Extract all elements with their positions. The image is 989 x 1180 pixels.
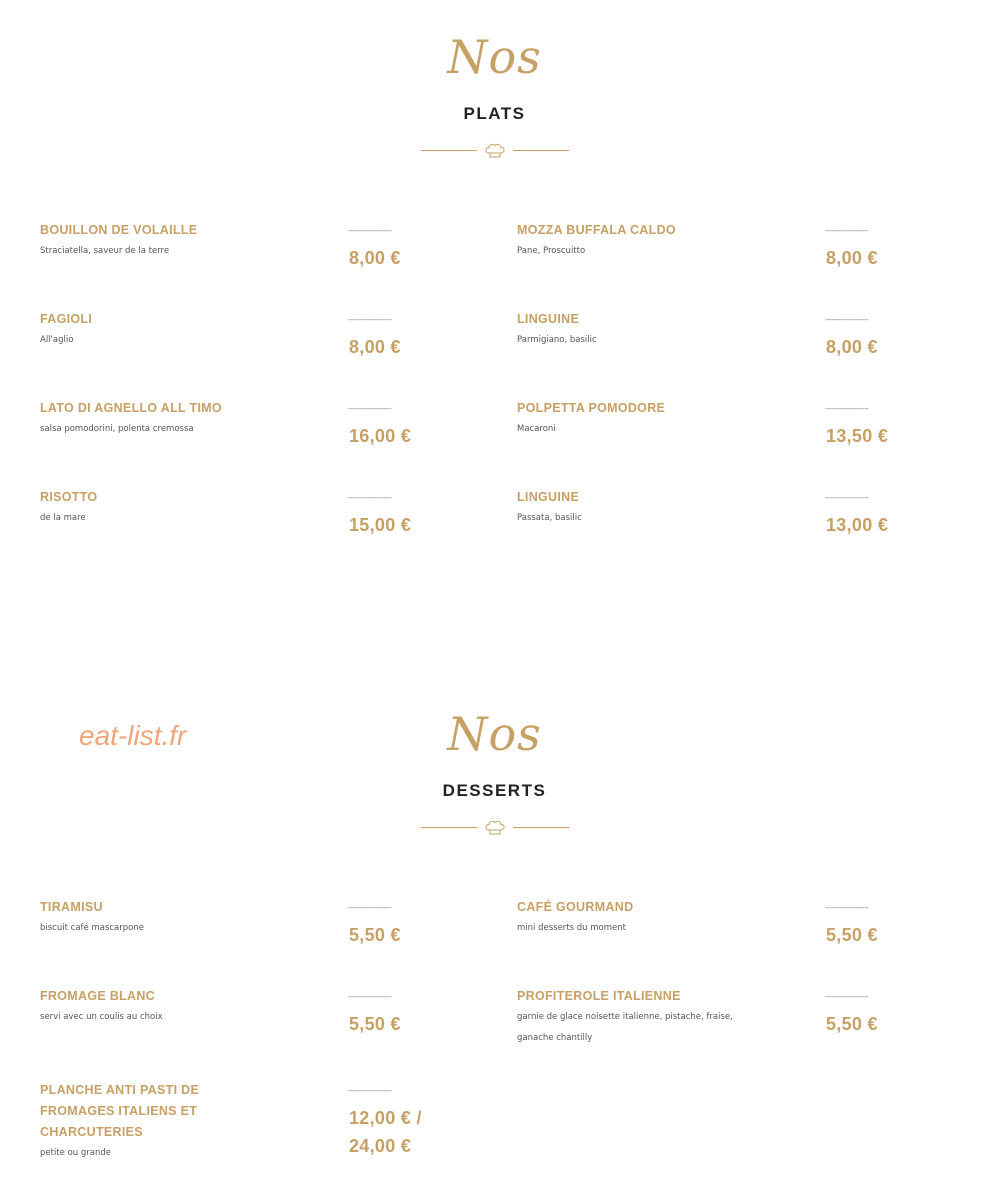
item-name-line: FROMAGES ITALIENS ET <box>40 1104 198 1118</box>
item-name: LINGUINE <box>517 312 580 326</box>
item-dots: -------------------- <box>825 992 869 1001</box>
item-price: 5,50 € <box>349 925 401 945</box>
item-price: 5,50 € <box>826 1014 878 1034</box>
item-dots: -------------------- <box>825 315 869 324</box>
menu-item <box>40 897 460 957</box>
item-price: 13,50 € <box>826 426 889 446</box>
item-name: RISOTTO <box>40 490 98 504</box>
menu-item <box>40 487 460 547</box>
menu-item <box>40 398 460 458</box>
item-description: All'aglio <box>40 335 74 345</box>
item-name: MOZZA BUFFALA CALDO <box>517 223 676 237</box>
menu-item <box>517 897 937 957</box>
item-description: Parmigiano, basilic <box>517 335 597 345</box>
desserts-divider <box>421 820 569 836</box>
item-dots: -------------------- <box>348 992 392 1001</box>
desserts-section-title: DESSERTS <box>442 781 547 800</box>
item-name: TIRAMISU <box>40 900 103 914</box>
item-price: 5,50 € <box>826 925 878 945</box>
item-price: 5,50 € <box>349 1014 401 1034</box>
item-description: petite ou grande <box>40 1148 111 1158</box>
item-description: Macaroni <box>517 424 556 434</box>
item-description: servi avec un coulis au choix <box>40 1012 163 1022</box>
item-dots: -------------------- <box>348 903 392 912</box>
item-dots: -------------------- <box>825 404 869 413</box>
item-dots: -------------------- <box>825 493 869 502</box>
item-dots: -------------------- <box>348 1086 392 1095</box>
item-dots: -------------------- <box>825 903 869 912</box>
item-price: 8,00 € <box>826 337 878 357</box>
item-price: 16,00 € <box>349 426 412 446</box>
item-description: Pane, Proscuitto <box>517 246 586 256</box>
item-description: Straciatella, saveur de la terre <box>40 246 170 256</box>
menu-item <box>517 309 937 369</box>
item-name: CAFÉ GOURMAND <box>517 900 634 914</box>
item-name-line: PLANCHE ANTI PASTI DE <box>40 1083 200 1097</box>
item-name: LINGUINE <box>517 490 580 504</box>
item-description-line: ganache chantilly <box>517 1033 593 1043</box>
item-description: biscuit café mascarpone <box>40 923 144 933</box>
item-description: salsa pomodorini, polenta cremossa <box>40 424 194 434</box>
chef-hat-icon <box>484 143 506 159</box>
plats-script-title: Nos <box>447 30 542 84</box>
item-dots: -------------------- <box>348 315 392 324</box>
item-description-line: garnie de glace noisette italienne, pistache, fraise, <box>517 1012 733 1022</box>
item-dots: -------------------- <box>348 226 392 235</box>
item-name: POLPETTA POMODORE <box>517 401 666 415</box>
plats-divider <box>421 143 569 159</box>
item-price: 8,00 € <box>826 248 878 268</box>
menu-item <box>517 487 937 547</box>
item-name: FROMAGE BLANC <box>40 989 156 1003</box>
item-dots: -------------------- <box>348 493 392 502</box>
item-dots: -------------------- <box>348 404 392 413</box>
item-price: 15,00 € <box>349 515 412 535</box>
item-dots: -------------------- <box>825 226 869 235</box>
desserts-script-title: Nos <box>447 707 542 761</box>
menu-item <box>517 398 937 458</box>
item-name-line: CHARCUTERIES <box>40 1125 143 1139</box>
item-price-line: 12,00 € / <box>349 1108 422 1128</box>
item-description: Passata, basilic <box>517 513 582 523</box>
item-description: de la mare <box>40 513 86 523</box>
item-name: BOUILLON DE VOLAILLE <box>40 223 198 237</box>
menu-item <box>40 220 460 280</box>
item-price: 8,00 € <box>349 337 401 357</box>
item-name: LATO DI AGNELLO ALL TIMO <box>40 401 222 415</box>
item-name: FAGIOLI <box>40 312 93 326</box>
item-name: PROFITEROLE ITALIENNE <box>517 989 681 1003</box>
menu-item <box>40 1080 460 1170</box>
menu-item <box>40 309 460 369</box>
plats-section-title: PLATS <box>463 104 526 123</box>
watermark: eat-list.fr <box>79 720 187 751</box>
item-price-line: 24,00 € <box>349 1136 412 1156</box>
item-description: mini desserts du moment <box>517 923 626 933</box>
item-price: 8,00 € <box>349 248 401 268</box>
chef-hat-icon <box>484 820 506 836</box>
menu-item <box>517 220 937 280</box>
menu-item <box>40 986 460 1046</box>
item-price: 13,00 € <box>826 515 889 535</box>
menu-item <box>517 986 937 1056</box>
